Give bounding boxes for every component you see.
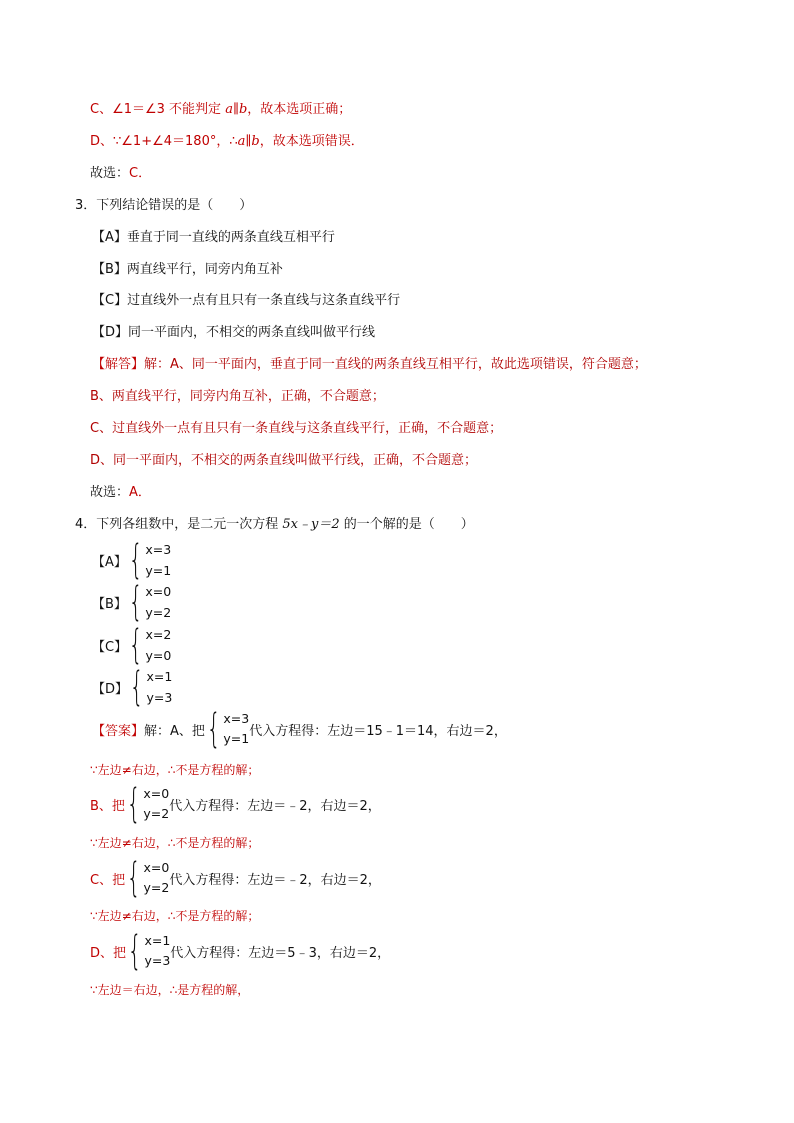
- q3-stem: 3．下列结论错误的是（ ）: [75, 198, 253, 213]
- q3-answer-text-1: 解：A、同一平面内，垂直于同一直线的两条直线互相平行，故此选项错误，符合题意；: [144, 357, 647, 372]
- q4-option-a-label: 【A】: [92, 554, 127, 570]
- q4-answer-tag: 【答案】: [92, 723, 145, 739]
- left-brace-icon: {: [128, 537, 143, 583]
- q3-answer-line-1: [92, 356, 647, 374]
- q4-solution-b: [90, 781, 381, 827]
- left-brace-icon: {: [126, 781, 141, 827]
- q4-solution-c-rest: 代入方程得：左边＝﹣2，右边＝2，: [169, 872, 381, 888]
- left-brace-icon: {: [206, 706, 221, 752]
- prev-line-d-ab: a∥b: [237, 134, 260, 149]
- q3-answer-line-4: D、同一平面内，不相交的两条直线叫做平行线，正确，不合题意；: [90, 453, 478, 468]
- q4-stem-suffix: 的一个解的是（ ）: [339, 517, 474, 532]
- q4-solution-d-system: [144, 931, 170, 971]
- q4-option-c-system: [146, 624, 172, 666]
- q4-solution-c-prefix: C、把: [90, 872, 126, 888]
- prev-line-c: [90, 101, 351, 119]
- q4-solution-a-prefix: 解：A、把: [144, 723, 205, 739]
- left-brace-icon: {: [126, 855, 141, 901]
- left-brace-icon: {: [128, 622, 143, 668]
- q4-solution-d-x: x=1: [144, 933, 171, 948]
- q4-stem-prefix: 4．下列各组数中，是二元一次方程: [75, 517, 283, 532]
- q4-solution-a-y: y=1: [223, 731, 250, 746]
- q4-option-a-system: [145, 539, 171, 581]
- q4-solution-d: [90, 928, 391, 974]
- q4-solution-a-rest: 代入方程得：左边＝15﹣1＝14，右边＝2，: [249, 723, 507, 739]
- prev-line-c-suffix: ，故本选项正确；: [247, 102, 352, 117]
- q3-choose: [90, 484, 151, 502]
- q4-stem-equation: 5x﹣y＝2: [282, 517, 340, 532]
- q4-option-b-x: x=0: [145, 584, 172, 599]
- q4-option-a: [92, 539, 171, 581]
- q4-option-c-label: 【C】: [92, 639, 128, 655]
- q3-option-d: 【D】同一平面内，不相交的两条直线叫做平行线: [92, 325, 376, 340]
- prev-line-d-text: D、∵∠1+∠4＝180°，∴: [90, 134, 238, 149]
- prev-choose-value: C．: [129, 166, 152, 181]
- q4-solution-b-y: y=2: [143, 806, 170, 821]
- q3-answer-line-2: B、两直线平行，同旁内角互补，正确，不合题意；: [90, 389, 385, 404]
- prev-line-d: [90, 133, 364, 151]
- q3-choose-label: 故选：: [90, 485, 130, 500]
- q4-solution-b-system: [143, 784, 169, 824]
- prev-line-c-ab: a∥b: [225, 102, 248, 117]
- q4-solution-a-x: x=3: [223, 711, 250, 726]
- q4-option-b-y: y=2: [145, 605, 172, 620]
- q4-solution-a: [92, 706, 507, 752]
- q4-option-c: [92, 624, 171, 666]
- q4-solution-c-system: [144, 858, 170, 898]
- q4-solution-d-y: y=3: [144, 953, 171, 968]
- q4-solution-b-conclusion: ∵左边≠右边，∴不是方程的解；: [90, 836, 260, 850]
- q4-solution-c: [90, 855, 381, 901]
- q4-option-c-y: y=0: [145, 648, 172, 663]
- prev-choose-label: 故选：: [90, 166, 130, 181]
- q3-option-c: 【C】过直线外一点有且只有一条直线与这条直线平行: [92, 293, 401, 308]
- q4-option-b-system: [145, 581, 171, 623]
- q4-option-b-label: 【B】: [92, 596, 127, 612]
- q4-option-d-y: y=3: [146, 690, 173, 705]
- q3-answer-line-3: C、过直线外一点有且只有一条直线与这条直线平行，正确，不合题意；: [90, 421, 503, 436]
- q4-solution-a-conclusion: ∵左边≠右边，∴不是方程的解；: [90, 763, 260, 777]
- q3-option-a: 【A】垂直于同一直线的两条直线互相平行: [92, 230, 335, 245]
- left-brace-icon: {: [127, 928, 142, 974]
- left-brace-icon: {: [129, 664, 144, 710]
- prev-choose: [90, 165, 151, 183]
- q4-option-c-x: x=2: [145, 627, 172, 642]
- q4-solution-b-rest: 代入方程得：左边＝﹣2，右边＝2，: [169, 798, 381, 814]
- q4-option-b: [92, 581, 171, 623]
- q4-stem: [75, 516, 474, 534]
- prev-line-d-suffix: ，故本选项错误．: [259, 134, 364, 149]
- q4-solution-d-conclusion: ∵左边＝右边，∴是方程的解，: [90, 983, 250, 997]
- prev-line-c-text: C、∠1＝∠3 不能判定: [90, 102, 226, 117]
- q4-option-d-x: x=1: [146, 669, 173, 684]
- q4-option-a-y: y=1: [145, 563, 172, 578]
- q3-choose-value: A．: [129, 485, 151, 500]
- q4-solution-c-x: x=0: [143, 860, 170, 875]
- q4-option-d: [92, 666, 172, 708]
- q4-solution-b-x: x=0: [143, 786, 170, 801]
- q4-option-d-label: 【D】: [92, 681, 129, 697]
- q3-option-b: 【B】两直线平行，同旁内角互补: [92, 262, 283, 277]
- q4-option-d-system: [146, 666, 172, 708]
- q4-solution-c-y: y=2: [143, 880, 170, 895]
- q4-solution-d-rest: 代入方程得：左边＝5﹣3，右边＝2，: [170, 945, 391, 961]
- q4-solution-c-conclusion: ∵左边≠右边，∴不是方程的解；: [90, 909, 260, 923]
- q4-solution-d-prefix: D、把: [90, 945, 127, 961]
- q4-option-a-x: x=3: [145, 542, 172, 557]
- q4-solution-a-system: [223, 709, 249, 749]
- left-brace-icon: {: [128, 579, 143, 625]
- q4-solution-b-prefix: B、把: [90, 798, 125, 814]
- q3-answer-tag: 【解答】: [92, 357, 145, 372]
